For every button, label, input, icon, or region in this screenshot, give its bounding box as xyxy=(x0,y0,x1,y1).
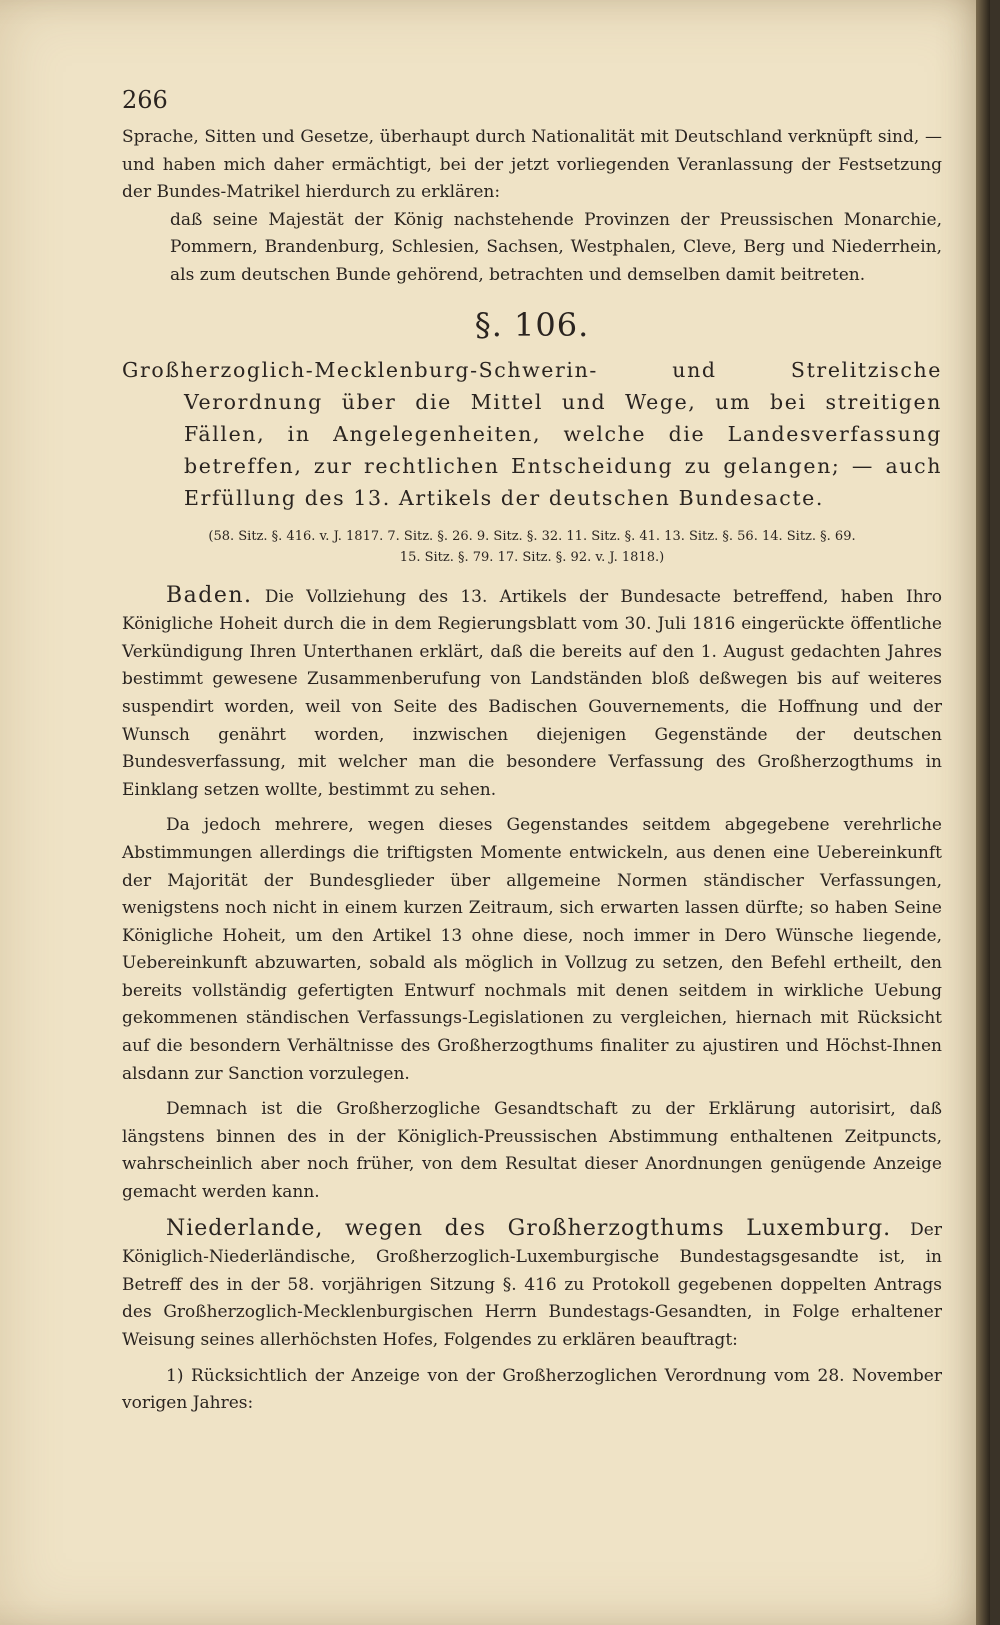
page-edge xyxy=(976,0,990,1625)
baden-lead: Baden. xyxy=(166,582,253,608)
references-line-2: 15. Sitz. §. 79. 17. Sitz. §. 92. v. J. 1818.) xyxy=(399,549,665,565)
niederlande-paragraph xyxy=(122,1215,942,1355)
baden-paragraph-1 xyxy=(122,582,942,805)
section-heading: Großherzoglich-Mecklenburg-Schwerin- und Strelitzische Verordnung über die Mittel und Wege, um bei streitigen Fällen, in Angelegenheiten, welche die Landesverfassung betreffen, zur rechtlichen Entscheidung zu gelangen; — auch Erfüllung des 13. Artikels der deutschen Bundesacte. xyxy=(122,357,942,510)
numbered-item-1: 1) Rücksichtlich der Anzeige von der Großherzoglichen Verordnung vom 28. November vorigen Jahres: xyxy=(122,1365,942,1414)
baden-p1-text: Die Vollziehung des 13. Artikels der Bundesacte betreffend, haben Ihro Königliche Hoheit durch die in dem Regierungsblatt vom 30. Juli 1816 eingerückte öffentliche Verkündigung Ihren Unterthanen erklärt, daß die bereits auf den 1. August gedachten Jahres bestimmt gewesene Zusammenberufung von Landständen bloß deßwegen bis auf weiteres suspendirt worden, weil von Seite des Badischen Gouvernements, die Hoffnung und der Wunsch genährt worden, inzwischen diejenigen Gegenstände der deutschen Bundesverfassung, mit welcher man die besondere Verfassung des Großherzogthums in Einklang setzen wollte, bestimmt zu sehen. xyxy=(122,586,942,800)
paragraph-continuation: Sprache, Sitten und Gesetze, überhaupt durch Nationalität mit Deutschland verknüpft sind, — und haben mich daher ermächtigt, bei der jetzt vorliegenden Veranlassung der Festsetzung der Bundes-Matrikel hierdurch zu erklären: xyxy=(122,127,942,203)
baden-paragraph-2: Da jedoch mehrere, wegen dieses Gegenstandes seitdem abgegebene verehrliche Abstimmungen allerdings die triftigsten Momente entwickeln, aus denen eine Uebereinkunft der Majorität der Bundesglieder über allgemeine Normen ständischer Verfassungen, wenigstens noch nicht in einem kurzen Zeitraum, sich erwarten lassen dürfte; so haben Seine Königliche Hoheit, um den Artikel 13 ohne diese, noch immer in Dero Wünsche liegende, Uebereinkunft abzuwarten, sobald als möglich in Vollzug zu setzen, den Befehl ertheilt, den bereits vollständig gefertigten Entwurf nochmals mit denen seitdem in wirkliche Uebung gekommenen ständischen Verfassungs-Legislationen zu vergleichen, hiernach mit Rücksicht auf die besondern Verhältnisse des Großherzogthums finaliter zu ajustiren und Höchst-Ihnen alsdann zur Sanction vorzulegen. xyxy=(122,815,942,1084)
page-text xyxy=(122,84,942,1418)
page-number: 266 xyxy=(122,86,168,114)
section-number: §. 106. xyxy=(474,305,590,344)
niederlande-p1-text: Der Königlich-Niederländische, Großherzoglich-Luxemburgische Bundestagsgesandte ist, in Betreff des in der 58. vorjährigen Sitzung §. 416 zu Protokoll gegebenen doppelten Antrags des Großherzoglich-Mecklenburgischen Herrn Bundestags-Gesandten, in Folge erhaltener Weisung seines allerhöchsten Hofes, Folgendes zu erklären beauftragt: xyxy=(122,1219,942,1350)
session-references xyxy=(122,526,942,568)
references-line-1: (58. Sitz. §. 416. v. J. 1817. 7. Sitz. §. 26. 9. Sitz. §. 32. 11. Sitz. §. 41. 13. Sitz. §. 56. 14. Sitz. §. 69. xyxy=(208,528,856,544)
declaration-quote: daß seine Majestät der König nachstehende Provinzen der Preussischen Monarchie, Pommern, Brandenburg, Schlesien, Sachsen, Westphalen, Cleve, Berg und Niederrhein, als zum deutschen Bunde gehörend, betrachten und demselben damit beitreten. xyxy=(170,209,942,285)
niederlande-lead: Niederlande, wegen des Großherzogthums Luxemburg. xyxy=(166,1215,892,1241)
baden-paragraph-3: Demnach ist die Großherzogliche Gesandtschaft zu der Erklärung autorisirt, daß längstens binnen des in der Königlich-Preussischen Abstimmung enthaltenen Zeitpuncts, wahrscheinlich aber noch früher, von dem Resultat dieser Anordnungen genügende Anzeige gemacht werden kann. xyxy=(122,1099,942,1203)
